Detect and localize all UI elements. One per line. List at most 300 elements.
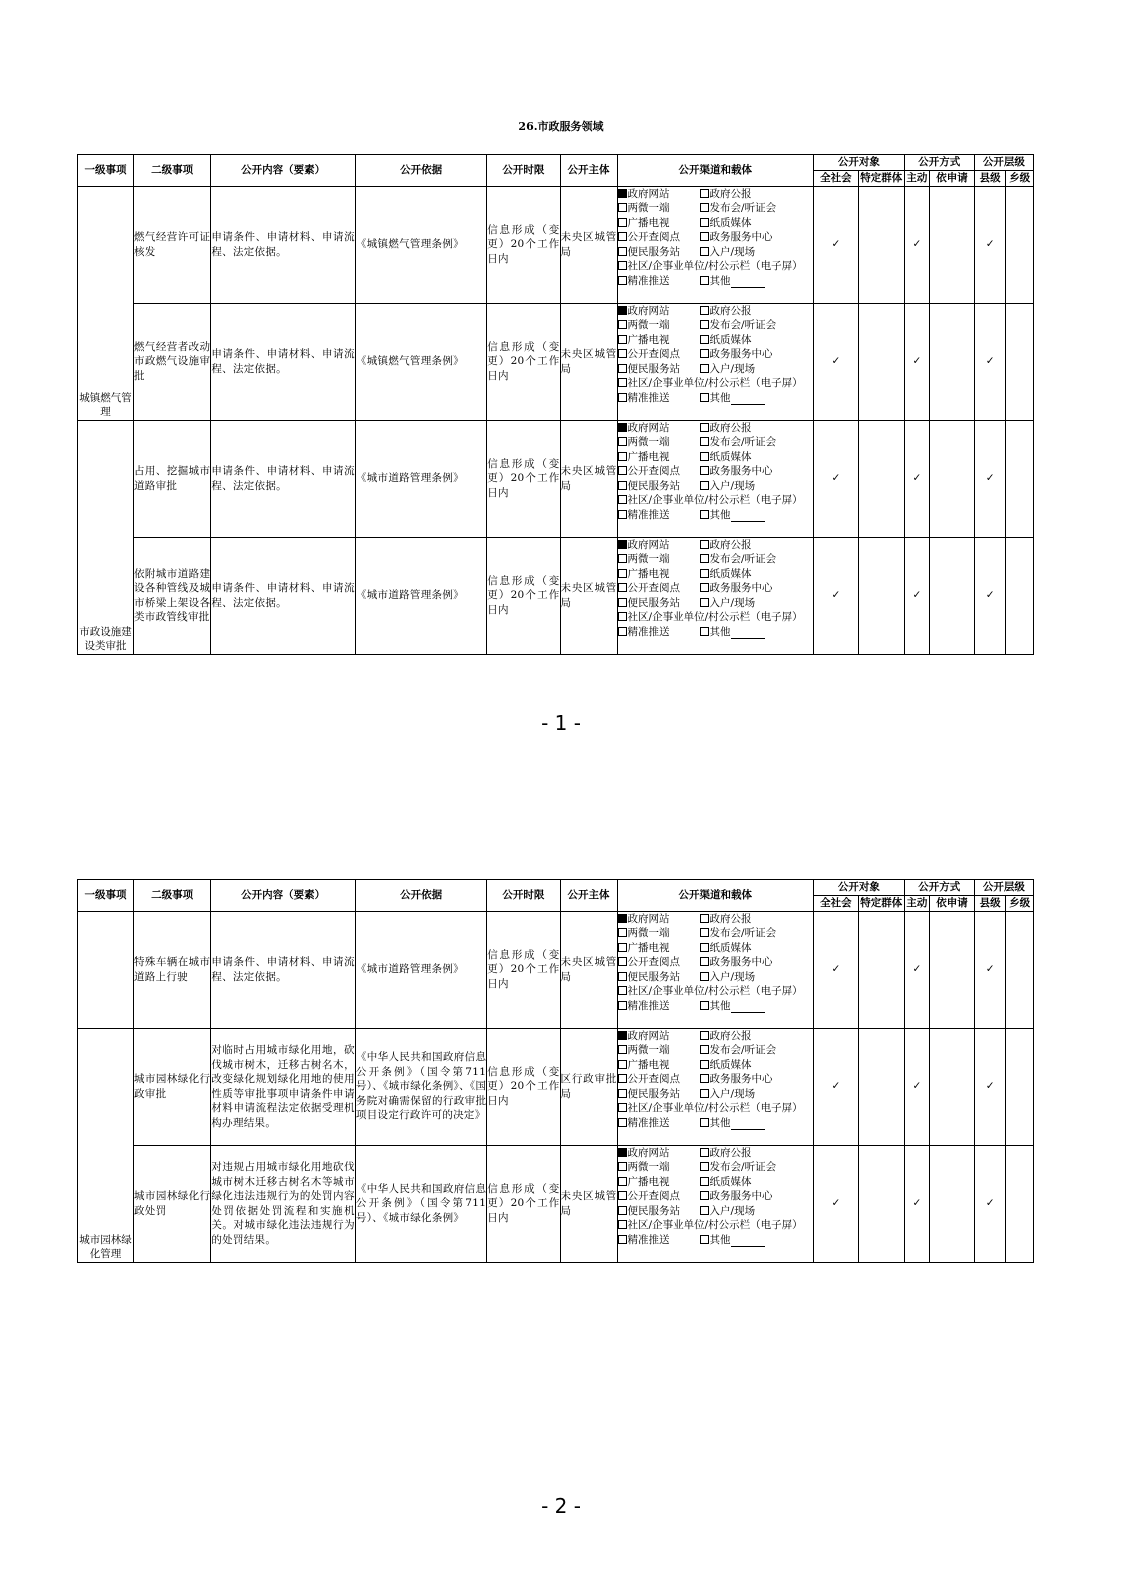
content-cell: 申请条件、申请材料、申请流程、法定依据。 [211,186,356,303]
channel-option-label: 纸质媒体 [709,450,752,463]
blank-underline [731,1236,765,1247]
channel-option-label: 发布会/听证会 [709,319,777,331]
channel-option-label: 公开查阅点 [627,1190,681,1202]
document-title: 26.市政服务领域 [518,120,604,133]
channel-line [618,1058,813,1073]
unchecked-box-icon [700,928,709,937]
header-target: 公开对象 [814,155,905,171]
channel-option-gov-gazette [700,1029,782,1044]
header-level2: 二级事项 [133,880,210,912]
unchecked-box-icon [700,247,709,256]
target-group-mark [858,1145,904,1262]
content-cell: 申请条件、申请材料、申请流程、法定依据。 [211,303,356,420]
channel-option-label: 发布会/听证会 [709,553,777,565]
content-cell: 申请条件、申请材料、申请流程、法定依据。 [211,537,356,654]
channel-option-gov-site [618,912,700,927]
channel-option-service-station [618,245,700,260]
header-mode: 公开方式 [904,880,974,896]
channel-line [618,508,813,523]
channel-option-tv [618,450,700,465]
header-target-all: 全社会 [814,896,859,912]
unchecked-box-icon [700,554,709,563]
unchecked-box-icon [700,1045,709,1054]
channel-option-label: 纸质媒体 [709,1175,752,1188]
channel-option-query-point [618,955,700,970]
channel-option-label: 广播电视 [627,941,670,954]
channel-option-community: 社区/企事业单位/村公示栏（电子屏） [627,611,803,623]
basis-cell: 《城镇燃气管理条例》 [355,303,486,420]
channel-option-label: 精准推送 [627,625,670,638]
channel-option-service-station [618,970,700,985]
channel-option-label: 政务服务中心 [709,348,773,360]
channel-line [618,201,813,216]
channel-option-gov-gazette [700,912,782,927]
unchecked-box-icon [618,349,627,358]
mode-active-mark: ✓ [904,303,929,420]
unchecked-box-icon [618,1191,627,1200]
timing-cell: 信息形成（变更）20个工作日内 [487,911,560,1028]
channel-line [618,391,813,406]
channel-option-label: 发布会/听证会 [709,202,777,214]
unchecked-box-icon [618,957,627,966]
unchecked-box-icon [700,423,709,432]
unchecked-box-icon [618,466,627,475]
channel-option-service-center [700,347,782,362]
tier-town-mark [1006,1145,1034,1262]
checked-box-icon [618,540,627,549]
subject-cell: 未央区城管局 [560,911,617,1028]
channel-option-community: 社区/企事业单位/村公示栏（电子屏） [627,377,803,389]
channel-option-label: 发布会/听证会 [709,436,777,448]
unchecked-box-icon [700,957,709,966]
content-cell: 申请条件、申请材料、申请流程、法定依据。 [211,911,356,1028]
unchecked-box-icon [618,1103,627,1112]
channel-option-tv [618,216,700,231]
header-channels: 公开渠道和载体 [617,880,813,912]
unchecked-box-icon [618,583,627,592]
unchecked-box-icon [700,320,709,329]
target-all-mark: ✓ [814,911,859,1028]
unchecked-box-icon [700,437,709,446]
unchecked-box-icon [700,598,709,607]
channel-option-precise [618,1116,700,1131]
channel-option-precise [618,1233,700,1248]
unchecked-box-icon [618,393,627,402]
unchecked-box-icon [618,986,627,995]
unchecked-box-icon [700,349,709,358]
channel-option-press [700,435,782,450]
channel-option-door [700,596,782,611]
channel-line [618,230,813,245]
table-row [78,420,1034,537]
unchecked-box-icon [700,1206,709,1215]
channel-option-label: 两微一端 [627,1161,670,1173]
channel-option-paper [700,1058,782,1073]
channel-option-two-micro [618,201,700,216]
subject-cell: 未央区城管局 [560,1145,617,1262]
channel-option-label: 公开查阅点 [627,956,681,968]
channel-option-label: 公开查阅点 [627,465,681,477]
mode-request-mark [930,420,975,537]
header-subject: 公开主体 [560,155,617,187]
level2-item: 燃气经营者改动市政燃气设施审批 [133,303,210,420]
channel-option-label: 两微一端 [627,927,670,939]
header-basis: 公开依据 [355,155,486,187]
channel-option-label: 公开查阅点 [627,1073,681,1085]
channel-option-label: 广播电视 [627,1058,670,1071]
channel-option-press [700,926,782,941]
page-number: - 1 - [541,711,581,735]
blank-underline [731,511,765,522]
tier-town-mark [1006,186,1034,303]
level2-item: 依附城市道路建设各种管线及城市桥梁上架设各类市政管线审批 [133,537,210,654]
channel-option-label: 便民服务站 [627,970,681,983]
channel-option-paper [700,567,782,582]
channel-option-service-station [618,596,700,611]
channel-option-label: 政府公报 [709,912,752,925]
channel-option-service-center [700,1072,782,1087]
header-channels: 公开渠道和载体 [617,155,813,187]
header-tier-town: 乡级 [1006,171,1034,187]
channel-list [617,537,813,654]
channel-line [618,1204,813,1219]
channel-option-door [700,362,782,377]
header-tier-county: 县级 [974,171,1006,187]
unchecked-box-icon [618,1001,627,1010]
unchecked-box-icon [618,1206,627,1215]
channel-option-press [700,552,782,567]
mode-request-mark [930,303,975,420]
tier-county-mark: ✓ [974,303,1006,420]
unchecked-box-icon [618,1177,627,1186]
channel-option-label: 便民服务站 [627,362,681,375]
unchecked-box-icon [618,232,627,241]
header-target: 公开对象 [814,880,905,896]
channel-option-gov-site [618,421,700,436]
tier-county-mark: ✓ [974,1028,1006,1145]
table-row [78,186,1034,303]
unchecked-box-icon [700,583,709,592]
channel-option-label: 公开查阅点 [627,582,681,594]
mode-request-mark [930,1028,975,1145]
channel-option-precise [618,274,700,289]
channel-list [617,186,813,303]
channel-option-label: 纸质媒体 [709,333,752,346]
channel-option-label: 精准推送 [627,1233,670,1246]
mode-request-mark [930,537,975,654]
channel-option-other [700,391,782,406]
unchecked-box-icon [700,335,709,344]
unchecked-box-icon [618,1220,627,1229]
channel-option-label: 其他 [709,1116,731,1129]
channel-list [617,1145,813,1262]
channel-list [617,911,813,1028]
channel-option-label: 纸质媒体 [709,216,752,229]
channel-option-label: 广播电视 [627,567,670,580]
checked-box-icon [618,189,627,198]
target-group-mark [858,186,904,303]
unchecked-box-icon [700,481,709,490]
channel-option-gov-site [618,1146,700,1161]
unchecked-box-icon [618,569,627,578]
level2-item: 燃气经营许可证核发 [133,186,210,303]
level2-item: 占用、挖掘城市道路审批 [133,420,210,537]
blank-underline [731,394,765,405]
channel-option-label: 两微一端 [627,436,670,448]
channel-line [618,1116,813,1131]
unchecked-box-icon [700,1089,709,1098]
channel-option-community: 社区/企事业单位/村公示栏（电子屏） [627,985,803,997]
channel-option-community: 社区/企事业单位/村公示栏（电子屏） [627,1219,803,1231]
header-target-group: 特定群体 [860,172,903,184]
channel-option-community: 社区/企事业单位/村公示栏（电子屏） [627,494,803,506]
mode-active-mark: ✓ [904,186,929,303]
channel-option-label: 政府公报 [709,1029,752,1042]
channel-line [618,450,813,465]
channel-line [618,1087,813,1102]
channel-option-door [700,1087,782,1102]
basis-cell: 《城镇燃气管理条例》 [355,186,486,303]
unchecked-box-icon [618,320,627,329]
unchecked-box-icon [700,627,709,636]
tier-town-mark [1006,537,1034,654]
channel-option-label: 政务服务中心 [709,231,773,243]
channel-option-label: 其他 [709,999,731,1012]
channel-option-label: 发布会/听证会 [709,1161,777,1173]
unchecked-box-icon [618,627,627,636]
header-mode-active: 主动 [904,171,929,187]
channel-option-label: 政务服务中心 [709,1073,773,1085]
channel-line [618,1146,813,1161]
target-all-mark: ✓ [814,1145,859,1262]
table-row [78,537,1034,654]
header-target-all: 全社会 [814,171,859,187]
channel-option-paper [700,941,782,956]
basis-cell: 《城市道路管理条例》 [355,911,486,1028]
channel-option-service-center [700,464,782,479]
channel-option-tv [618,1058,700,1073]
blank-underline [731,277,765,288]
channel-option-label: 政府公报 [709,421,752,434]
channel-line [618,552,813,567]
channel-option-label: 政府网站 [627,187,670,200]
unchecked-box-icon [700,1060,709,1069]
unchecked-box-icon [700,540,709,549]
mode-request-mark [930,186,975,303]
level2-item: 城市园林绿化行政处罚 [133,1145,210,1262]
tier-county-mark: ✓ [974,911,1006,1028]
target-all-mark: ✓ [814,537,859,654]
target-group-mark [858,303,904,420]
unchecked-box-icon [618,1162,627,1171]
unchecked-box-icon [618,928,627,937]
channel-option-query-point [618,581,700,596]
channel-option-query-point [618,230,700,245]
channel-option-press [700,1160,782,1175]
channel-option-tv [618,941,700,956]
channel-option-tv [618,1175,700,1190]
mode-active-mark: ✓ [904,1145,929,1262]
channel-line [618,1043,813,1058]
channel-line [618,955,813,970]
channel-option-label: 其他 [709,1233,731,1246]
channel-option-label: 广播电视 [627,216,670,229]
channel-line [618,1029,813,1044]
unchecked-box-icon [700,203,709,212]
channel-option-precise [618,508,700,523]
channel-option-other [700,1233,782,1248]
channel-option-press [700,318,782,333]
subject-cell: 未央区城管局 [560,420,617,537]
channel-option-label: 入户/现场 [709,1204,756,1217]
table-row [78,303,1034,420]
channel-option-door [700,479,782,494]
header-mode-active: 主动 [904,896,929,912]
unchecked-box-icon [700,1235,709,1244]
channel-option-label: 广播电视 [627,450,670,463]
unchecked-box-icon [700,452,709,461]
channel-option-label: 政府公报 [709,538,752,551]
channel-option-label: 其他 [709,625,731,638]
header-tier: 公开层级 [974,155,1033,171]
channel-option-precise [618,999,700,1014]
content-cell: 申请条件、申请材料、申请流程、法定依据。 [211,420,356,537]
channel-option-label: 入户/现场 [709,1087,756,1100]
channel-option-label: 公开查阅点 [627,348,681,360]
channel-option-service-station [618,479,700,494]
header-subject: 公开主体 [560,880,617,912]
unchecked-box-icon [618,1074,627,1083]
disclosure-table-page-2 [77,879,1034,1263]
unchecked-box-icon [700,943,709,952]
unchecked-box-icon [618,1089,627,1098]
channel-line [618,245,813,260]
channel-option-service-station [618,362,700,377]
checked-box-icon [618,423,627,432]
channel-option-two-micro [618,1043,700,1058]
unchecked-box-icon [618,554,627,563]
channel-line [618,318,813,333]
channel-option-label: 发布会/听证会 [709,927,777,939]
table-row [78,911,1034,1028]
unchecked-box-icon [618,943,627,952]
channel-option-gov-gazette [700,1146,782,1161]
timing-cell: 信息形成（变更）20个工作日内 [487,303,560,420]
unchecked-box-icon [700,1191,709,1200]
channel-option-community: 社区/企事业单位/村公示栏（电子屏） [627,260,803,272]
header-basis: 公开依据 [355,880,486,912]
channel-option-label: 入户/现场 [709,479,756,492]
channel-line [618,1189,813,1204]
unchecked-box-icon [618,364,627,373]
channel-option-label: 政府公报 [709,304,752,317]
channel-option-label: 入户/现场 [709,245,756,258]
channel-option-label: 两微一端 [627,1044,670,1056]
channel-option-label: 政府网站 [627,304,670,317]
channel-line [618,493,813,508]
blank-underline [731,1119,765,1130]
tier-county-mark: ✓ [974,420,1006,537]
table-row [78,1145,1034,1262]
unchecked-box-icon [618,452,627,461]
timing-cell: 信息形成（变更）20个工作日内 [487,186,560,303]
channel-option-gov-gazette [700,421,782,436]
channel-line [618,1072,813,1087]
tier-town-mark [1006,303,1034,420]
channel-option-two-micro [618,552,700,567]
blank-underline [731,1002,765,1013]
unchecked-box-icon [700,1177,709,1186]
channel-option-label: 政务服务中心 [709,582,773,594]
header-mode-request: 依申请 [930,896,975,912]
unchecked-box-icon [700,276,709,285]
channel-option-label: 精准推送 [627,508,670,521]
channel-option-tv [618,333,700,348]
channel-option-press [700,1043,782,1058]
channel-option-door [700,1204,782,1219]
channel-line [618,941,813,956]
channel-option-label: 其他 [709,274,731,287]
channel-option-label: 便民服务站 [627,479,681,492]
header-tier-town: 乡级 [1006,896,1034,912]
channel-option-label: 便民服务站 [627,245,681,258]
channel-option-other [700,1116,782,1131]
unchecked-box-icon [618,218,627,227]
channel-option-community: 社区/企事业单位/村公示栏（电子屏） [627,1102,803,1114]
unchecked-box-icon [700,1162,709,1171]
target-group-mark [858,1028,904,1145]
channel-option-press [700,201,782,216]
channel-line [618,999,813,1014]
table-row [78,1028,1034,1145]
mode-active-mark: ✓ [904,537,929,654]
content-cell: 对临时占用城市绿化用地，砍伐城市树木，迁移古树名木，改变绿化规划绿化用地的使用性质等审批事项申请条件申请材料申请流程法定依据受理机构办理结果。 [211,1028,356,1145]
unchecked-box-icon [618,276,627,285]
unchecked-box-icon [618,598,627,607]
channel-line [618,259,813,274]
channel-line [618,625,813,640]
channel-option-label: 发布会/听证会 [709,1044,777,1056]
channel-option-service-center [700,230,782,245]
channel-option-two-micro [618,435,700,450]
subject-cell: 未央区城管局 [560,303,617,420]
level1-item: 城市园林绿化管理 [78,1028,134,1262]
channel-option-label: 其他 [709,508,731,521]
channel-option-label: 政务服务中心 [709,956,773,968]
channel-line [618,216,813,231]
unchecked-box-icon [700,972,709,981]
channel-option-tv [618,567,700,582]
channel-option-label: 政务服务中心 [709,465,773,477]
unchecked-box-icon [618,1118,627,1127]
channel-option-label: 广播电视 [627,333,670,346]
channel-line [618,333,813,348]
channel-line [618,304,813,319]
mode-active-mark: ✓ [904,420,929,537]
channel-list [617,1028,813,1145]
channel-option-label: 精准推送 [627,1116,670,1129]
checked-box-icon [618,306,627,315]
tier-county-mark: ✓ [974,537,1006,654]
unchecked-box-icon [618,495,627,504]
target-all-mark: ✓ [814,186,859,303]
channel-option-label: 两微一端 [627,202,670,214]
channel-option-label: 政务服务中心 [709,1190,773,1202]
unchecked-box-icon [618,437,627,446]
channel-option-label: 两微一端 [627,319,670,331]
channel-option-label: 便民服务站 [627,596,681,609]
channel-option-label: 入户/现场 [709,970,756,983]
